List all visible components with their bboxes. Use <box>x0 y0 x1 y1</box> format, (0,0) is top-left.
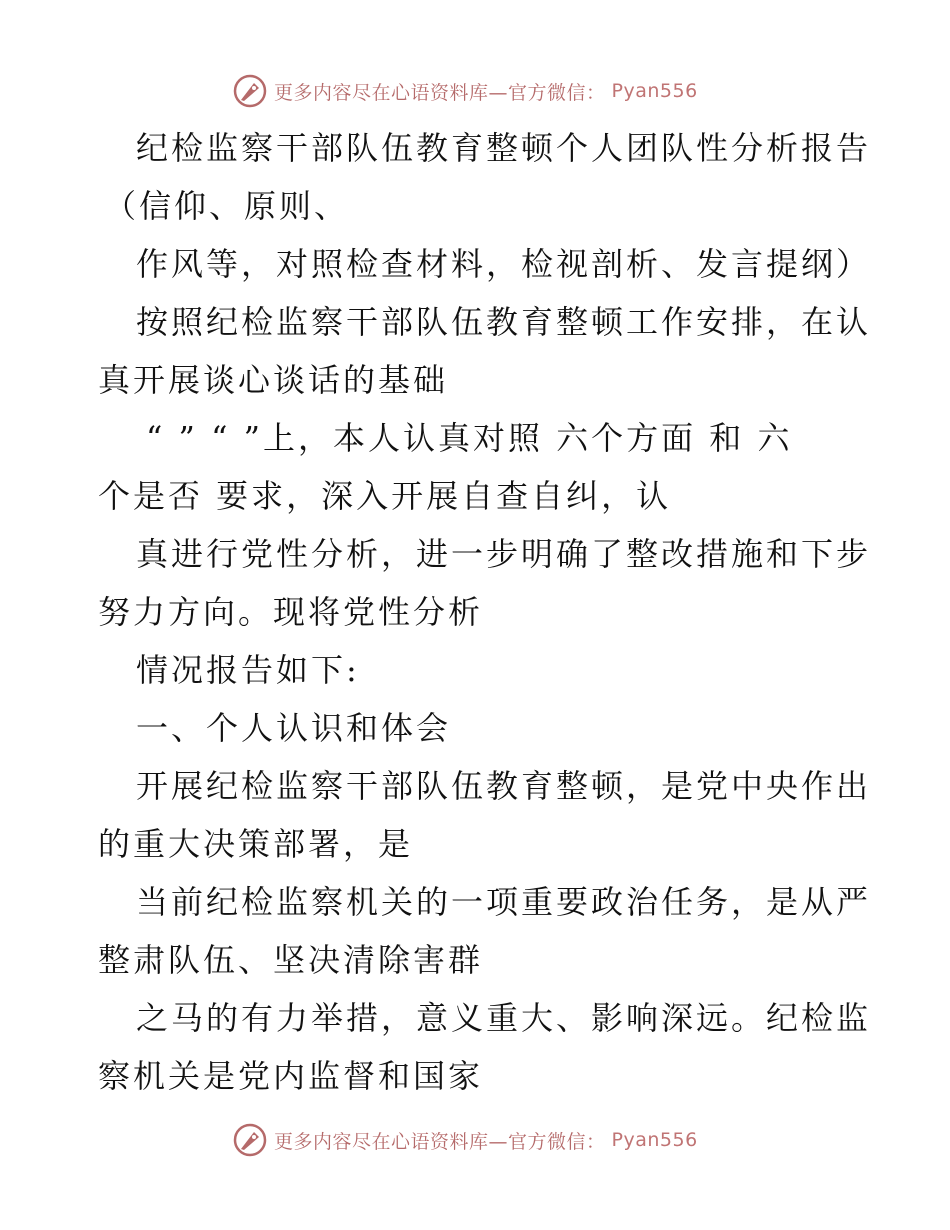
footer-watermark <box>232 1120 698 1160</box>
paragraph-line: 个是否 要求，深入开展自查自纠，认 <box>98 477 672 515</box>
paragraph-line: 整肃队伍、坚决清除害群 <box>98 941 484 979</box>
watermark-wechat-id: Pyan556 <box>611 80 698 102</box>
header-watermark <box>232 71 698 111</box>
paragraph-line: “ ” “ ”上，本人认真对照 六个方面 和 六 <box>146 419 793 457</box>
paragraph-line: 开展纪检监察干部队伍教育整顿，是党中央作出 <box>136 767 872 805</box>
paragraph-line: 真开展谈心谈话的基础 <box>98 361 449 399</box>
paragraph-line: 当前纪检监察机关的一项重要政治任务，是从严 <box>136 883 872 921</box>
watermark-text: 更多内容尽在心语资料库—官方微信： <box>274 81 606 104</box>
document-title-line-2: （信仰、原则、 <box>104 187 350 225</box>
paragraph-line: 努力方向。现将党性分析 <box>98 593 484 631</box>
section-heading: 一、个人认识和体会 <box>136 709 452 747</box>
paragraph-line: 真进行党性分析，进一步明确了整改措施和下步 <box>136 535 872 573</box>
pen-nib-logo-icon <box>232 73 268 109</box>
watermark-text: 更多内容尽在心语资料库—官方微信： <box>274 1130 606 1153</box>
paragraph-line: 按照纪检监察干部队伍教育整顿工作安排，在认 <box>136 303 872 341</box>
paragraph-line: 的重大决策部署，是 <box>98 825 414 863</box>
paragraph-line: 察机关是党内监督和国家 <box>98 1057 484 1095</box>
document-title-line-1: 纪检监察干部队伍教育整顿个人团队性分析报告 <box>136 129 872 167</box>
document-title-line-3: 作风等，对照检查材料，检视剖析、发言提纲） <box>136 245 872 283</box>
paragraph-line: 之马的有力举措，意义重大、影响深远。纪检监 <box>136 999 872 1037</box>
pen-nib-logo-icon <box>232 1122 268 1158</box>
paragraph-line: 情况报告如下: <box>136 651 360 689</box>
watermark-wechat-id: Pyan556 <box>611 1129 698 1151</box>
